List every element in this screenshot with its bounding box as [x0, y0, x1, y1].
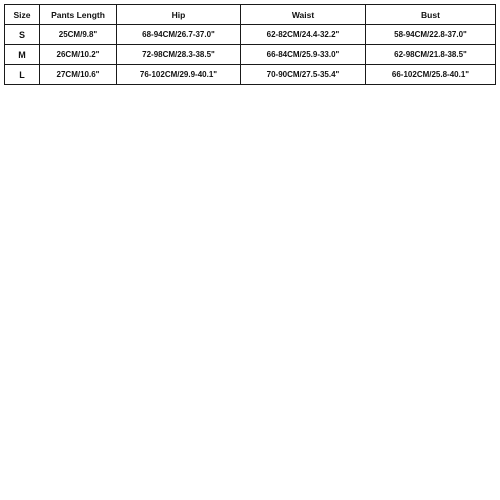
pants-length-cell: 27CM/10.6" [40, 65, 117, 85]
header-bust: Bust [366, 5, 496, 25]
table-row [5, 25, 496, 45]
header-row [5, 5, 496, 25]
size-cell: M [5, 45, 40, 65]
header-hip: Hip [117, 5, 241, 25]
bust-cell: 66-102CM/25.8-40.1" [366, 65, 496, 85]
size-chart-body [5, 25, 496, 85]
header-waist: Waist [241, 5, 366, 25]
bust-cell: 58-94CM/22.8-37.0" [366, 25, 496, 45]
table-row [5, 65, 496, 85]
header-size: Size [5, 5, 40, 25]
hip-cell: 68-94CM/26.7-37.0" [117, 25, 241, 45]
size-cell: L [5, 65, 40, 85]
size-chart-table [4, 4, 496, 85]
pants-length-cell: 25CM/9.8" [40, 25, 117, 45]
hip-cell: 72-98CM/28.3-38.5" [117, 45, 241, 65]
bust-cell: 62-98CM/21.8-38.5" [366, 45, 496, 65]
waist-cell: 70-90CM/27.5-35.4" [241, 65, 366, 85]
size-cell: S [5, 25, 40, 45]
header-pants-length: Pants Length [40, 5, 117, 25]
size-chart-header [5, 5, 496, 25]
waist-cell: 62-82CM/24.4-32.2" [241, 25, 366, 45]
hip-cell: 76-102CM/29.9-40.1" [117, 65, 241, 85]
waist-cell: 66-84CM/25.9-33.0" [241, 45, 366, 65]
table-row [5, 45, 496, 65]
pants-length-cell: 26CM/10.2" [40, 45, 117, 65]
